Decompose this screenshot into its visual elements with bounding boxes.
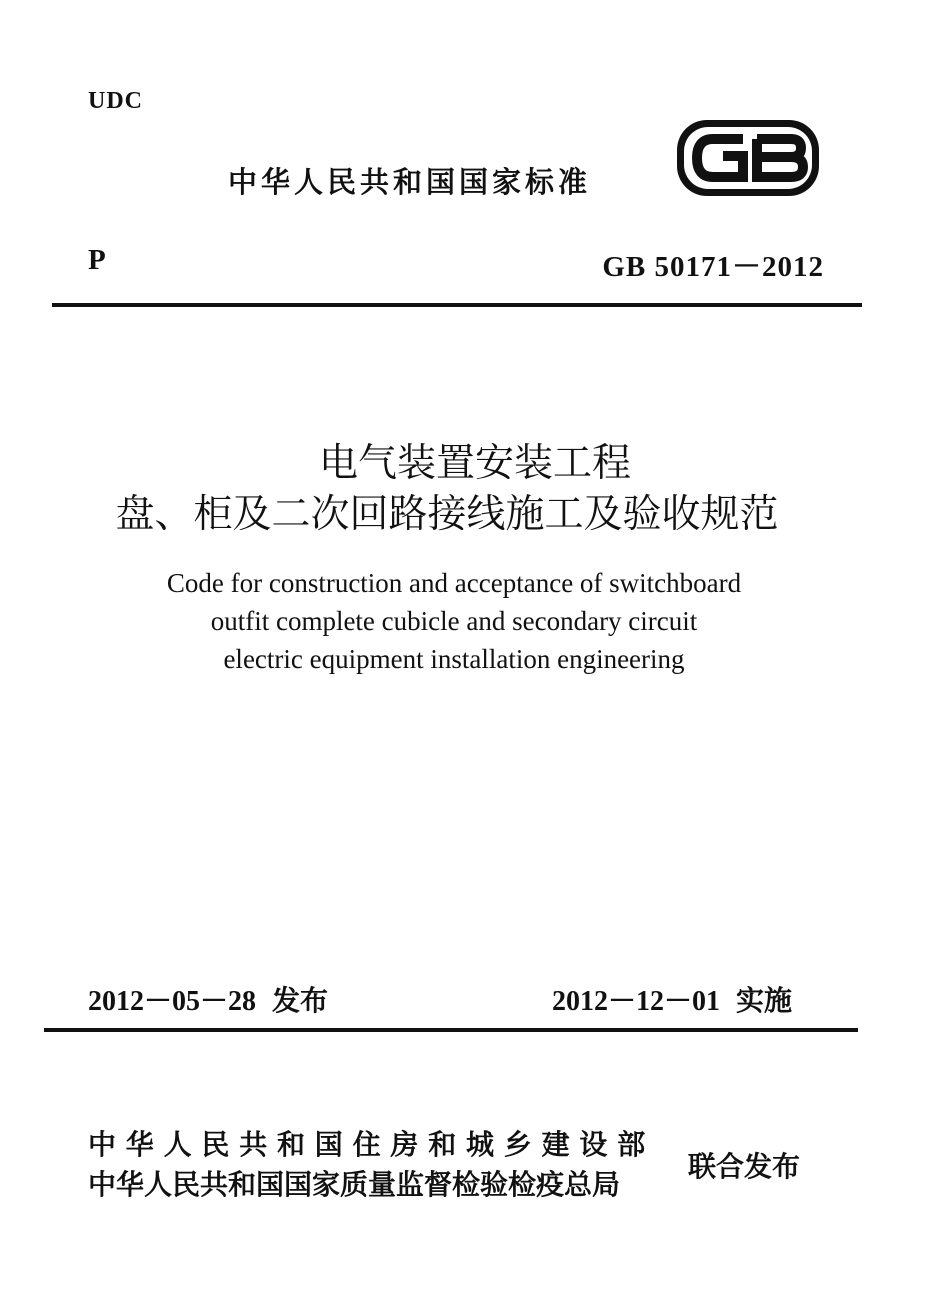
- implement-label: 实施: [736, 984, 793, 1017]
- classification-code: P: [88, 244, 106, 276]
- implement-date-block: [552, 979, 792, 1019]
- issue-date: 2012－05－28: [88, 986, 257, 1017]
- gb-logo: [673, 117, 823, 199]
- joint-publish-label: 联合发布: [688, 1150, 801, 1183]
- top-divider: [52, 303, 862, 307]
- title-cn-line2: 盘、柜及二次回路接线施工及验收规范: [115, 492, 779, 537]
- publisher-2: 中华人民共和国国家质量监督检验检疫总局: [88, 1168, 621, 1201]
- publisher-1: 中华人民共和国住房和城乡建设部: [88, 1128, 656, 1161]
- title-en-line1: Code for construction and acceptance of switchboard: [166, 568, 742, 598]
- standard-type: 中华人民共和国国家标准: [228, 165, 592, 199]
- title-cn-line1: 电气装置安装工程: [318, 441, 631, 486]
- title-en-line3: electric equipment installation engineering: [223, 644, 685, 674]
- issue-date-block: [88, 979, 328, 1019]
- implement-date: 2012－12－01: [552, 986, 721, 1017]
- udc-label: UDC: [88, 88, 143, 114]
- title-en-line2: outfit complete cubicle and secondary circuit: [210, 606, 698, 636]
- bottom-divider: [44, 1028, 858, 1032]
- issue-label: 发布: [272, 984, 329, 1017]
- standard-number: GB 50171－2012: [602, 251, 824, 283]
